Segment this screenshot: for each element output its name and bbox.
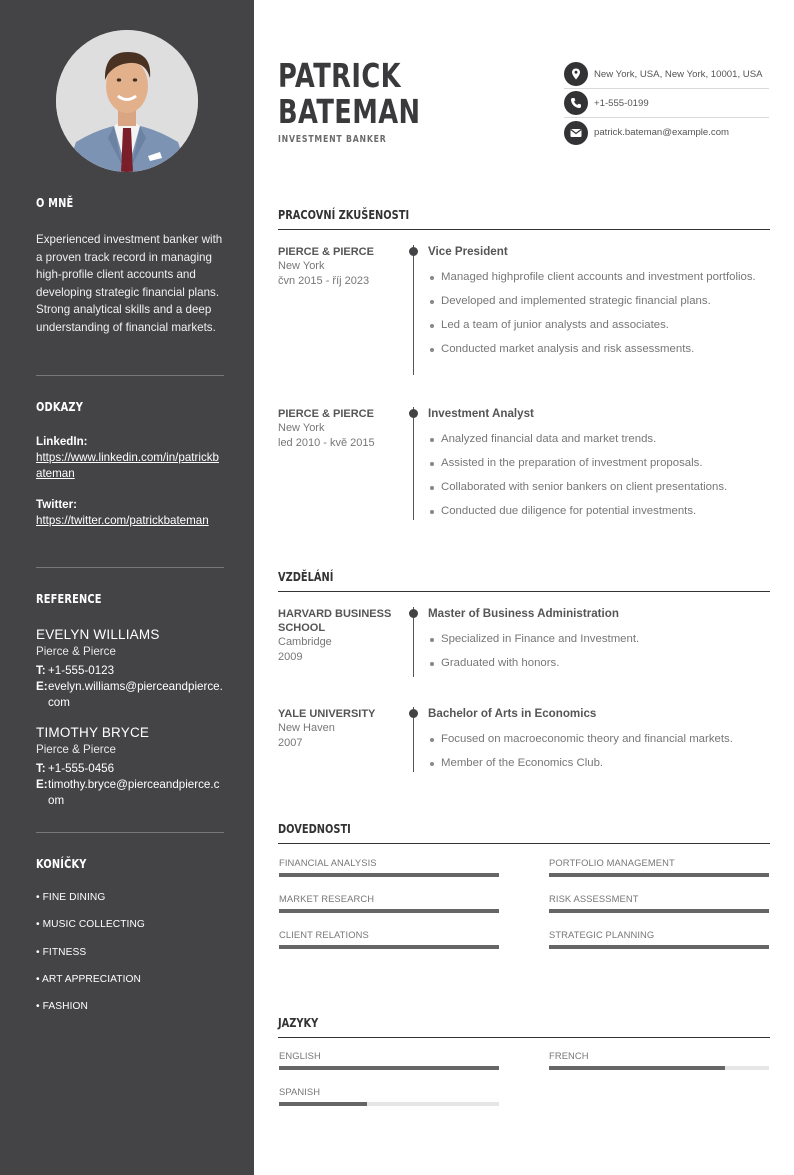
language-item	[279, 1086, 499, 1106]
person-name	[278, 58, 420, 130]
list-item: Collaborated with senior bankers on client presentations.	[428, 479, 770, 495]
date-range: led 2010 - kvě 2015	[278, 436, 375, 449]
timeline-dot	[409, 709, 418, 718]
language-name: SPANISH	[279, 1086, 321, 1097]
contact-phone	[564, 89, 769, 118]
languages-heading-text: JAZYKY	[278, 1016, 319, 1030]
sidebar-divider	[36, 567, 224, 568]
achievement-list	[428, 731, 770, 771]
hobby-item: • ART APPRECIATION	[36, 974, 142, 985]
reference-phone-value: +1-555-0456	[48, 762, 115, 775]
list-item: Conducted market analysis and risk assessments.	[428, 341, 770, 357]
skill-name: STRATEGIC PLANNING	[549, 929, 655, 940]
hobby-item: • MUSIC COLLECTING	[36, 919, 145, 930]
links-heading: ODKAZY	[36, 400, 84, 414]
reference-company: Pierce & Pierce	[36, 743, 116, 756]
skill-bar-fill	[279, 945, 499, 949]
school-name: HARVARD BUSINESS SCHOOL	[278, 608, 392, 634]
language-bar-fill	[549, 1066, 725, 1070]
email-text[interactable]: patrick.bateman@example.com	[594, 127, 730, 138]
contact-email	[564, 118, 769, 147]
hobby-item: • FASHION	[36, 1001, 89, 1012]
language-item	[549, 1050, 769, 1070]
hobbies-list	[36, 892, 224, 1022]
address-text: New York, USA, New York, 10001, USA	[594, 68, 763, 80]
hobby-item: • FINE DINING	[36, 892, 106, 903]
responsibility-list	[428, 431, 770, 519]
skill-name: PORTFOLIO MANAGEMENT	[549, 857, 675, 868]
language-bar	[549, 1066, 769, 1070]
skill-item	[549, 893, 769, 913]
languages-heading	[278, 1014, 770, 1038]
list-item: Graduated with honors.	[428, 655, 770, 671]
job-title: INVESTMENT BANKER	[278, 134, 387, 145]
about-heading: O MNĚ	[36, 196, 74, 210]
email-label: E:	[36, 778, 48, 791]
reference-name: TIMOTHY BRYCE	[36, 725, 150, 740]
skill-name: RISK ASSESSMENT	[549, 893, 639, 904]
linkedin-label: LinkedIn:	[36, 435, 88, 448]
skill-bar-fill	[549, 945, 769, 949]
timeline-dot	[409, 609, 418, 618]
skill-item	[279, 929, 499, 949]
phone-label: T:	[36, 664, 46, 677]
skill-item	[279, 893, 499, 913]
reference-phone	[36, 761, 224, 777]
reference-item	[36, 725, 224, 809]
envelope-icon	[564, 121, 588, 145]
skills-heading	[278, 820, 770, 844]
hobbies-heading: KONÍČKY	[36, 857, 87, 871]
sidebar	[0, 0, 254, 1175]
first-name: PATRICK	[278, 56, 401, 95]
skill-bar	[549, 873, 769, 877]
timeline-dot	[409, 247, 418, 256]
reference-company: Pierce & Pierce	[36, 645, 116, 658]
skill-bar	[549, 909, 769, 913]
skill-bar	[279, 873, 499, 877]
phone-text: +1-555-0199	[594, 97, 649, 109]
last-name: BATEMAN	[278, 92, 421, 131]
list-item: Managed highprofile client accounts and investment portfolios.	[428, 269, 770, 285]
list-item: Assisted in the preparation of investment proposals.	[428, 455, 770, 471]
reference-phone	[36, 663, 224, 679]
achievement-list	[428, 631, 770, 671]
sidebar-divider	[36, 375, 224, 376]
reference-email-value: timothy.bryce@pierceandpierce.com	[48, 778, 220, 807]
location-pin-icon	[564, 62, 588, 86]
company-name: PIERCE & PIERCE	[278, 408, 374, 420]
degree-title: Bachelor of Arts in Economics	[428, 707, 597, 720]
language-name: ENGLISH	[279, 1050, 321, 1061]
list-item: Focused on macroeconomic theory and financial markets.	[428, 731, 770, 747]
list-item: Led a team of junior analysts and associates.	[428, 317, 770, 333]
location: Cambridge	[278, 636, 332, 648]
skill-item	[549, 857, 769, 877]
language-name: FRENCH	[549, 1050, 589, 1061]
skill-name: CLIENT RELATIONS	[279, 929, 369, 940]
profile-photo	[56, 30, 198, 172]
experience-item	[278, 245, 770, 375]
email-label: E:	[36, 680, 48, 693]
experience-heading	[278, 206, 770, 230]
twitter-label: Twitter:	[36, 498, 78, 511]
school-name: YALE UNIVERSITY	[278, 708, 376, 720]
skill-name: FINANCIAL ANALYSIS	[279, 857, 377, 868]
link-twitter	[36, 498, 224, 529]
about-text: Experienced investment banker with a proven track record in managing high-profile client accounts and developing strategic financial plans. Strong analytical skills and a deep understanding of financial markets.	[36, 233, 223, 334]
location: New Haven	[278, 722, 335, 734]
graduation-year: 2009	[278, 650, 303, 663]
language-bar	[279, 1102, 499, 1106]
graduation-year: 2007	[278, 736, 303, 749]
list-item: Specialized in Finance and Investment.	[428, 631, 770, 647]
skill-bar	[279, 945, 499, 949]
twitter-link[interactable]: https://twitter.com/patrickbateman	[36, 514, 209, 527]
location: New York	[278, 422, 325, 434]
list-item: Member of the Economics Club.	[428, 755, 770, 771]
education-heading-text: VZDĚLÁNÍ	[278, 570, 334, 584]
reference-email	[36, 777, 224, 809]
skill-item	[549, 929, 769, 949]
language-bar-fill	[279, 1102, 367, 1106]
education-item	[278, 607, 770, 677]
skill-bar	[279, 909, 499, 913]
position-title: Investment Analyst	[428, 407, 534, 420]
skill-item	[279, 857, 499, 877]
skill-bar-fill	[549, 909, 769, 913]
language-bar	[279, 1066, 499, 1070]
experience-item	[278, 407, 770, 520]
skills-heading-text: DOVEDNOSTI	[278, 822, 351, 836]
experience-heading-text: PRACOVNÍ ZKUŠENOSTI	[278, 208, 410, 222]
reference-email	[36, 679, 224, 711]
language-bar-fill	[279, 1066, 499, 1070]
list-item: Analyzed financial data and market trends.	[428, 431, 770, 447]
timeline-dot	[409, 409, 418, 418]
company-name: PIERCE & PIERCE	[278, 246, 374, 258]
reference-email-value: evelyn.williams@pierceandpierce.com	[48, 680, 223, 709]
skill-bar-fill	[549, 873, 769, 877]
reference-name: EVELYN WILLIAMS	[36, 627, 160, 642]
skill-bar	[549, 945, 769, 949]
skill-bar-fill	[279, 909, 499, 913]
references-heading: REFERENCE	[36, 592, 102, 606]
position-title: Vice President	[428, 245, 508, 258]
list-item: Developed and implemented strategic financial plans.	[428, 293, 770, 309]
contact-address	[564, 60, 769, 89]
phone-icon	[564, 91, 588, 115]
skill-name: MARKET RESEARCH	[279, 893, 375, 904]
date-range: čvn 2015 - říj 2023	[278, 274, 370, 287]
degree-title: Master of Business Administration	[428, 607, 619, 620]
location: New York	[278, 260, 325, 272]
education-item	[278, 707, 770, 772]
language-item	[279, 1050, 499, 1070]
list-item: Conducted due diligence for potential investments.	[428, 503, 770, 519]
responsibility-list	[428, 269, 770, 357]
phone-label: T:	[36, 762, 46, 775]
reference-item	[36, 627, 224, 711]
link-linkedin	[36, 435, 224, 482]
about-section	[36, 196, 224, 210]
sidebar-divider	[36, 832, 224, 833]
education-heading	[278, 568, 770, 592]
skill-bar-fill	[279, 873, 499, 877]
hobby-item: • FITNESS	[36, 947, 87, 958]
reference-phone-value: +1-555-0123	[48, 664, 115, 677]
timeline-line	[413, 245, 414, 375]
linkedin-link[interactable]: https://www.linkedin.com/in/patrickbateman	[36, 451, 219, 480]
timeline-line	[413, 407, 414, 520]
